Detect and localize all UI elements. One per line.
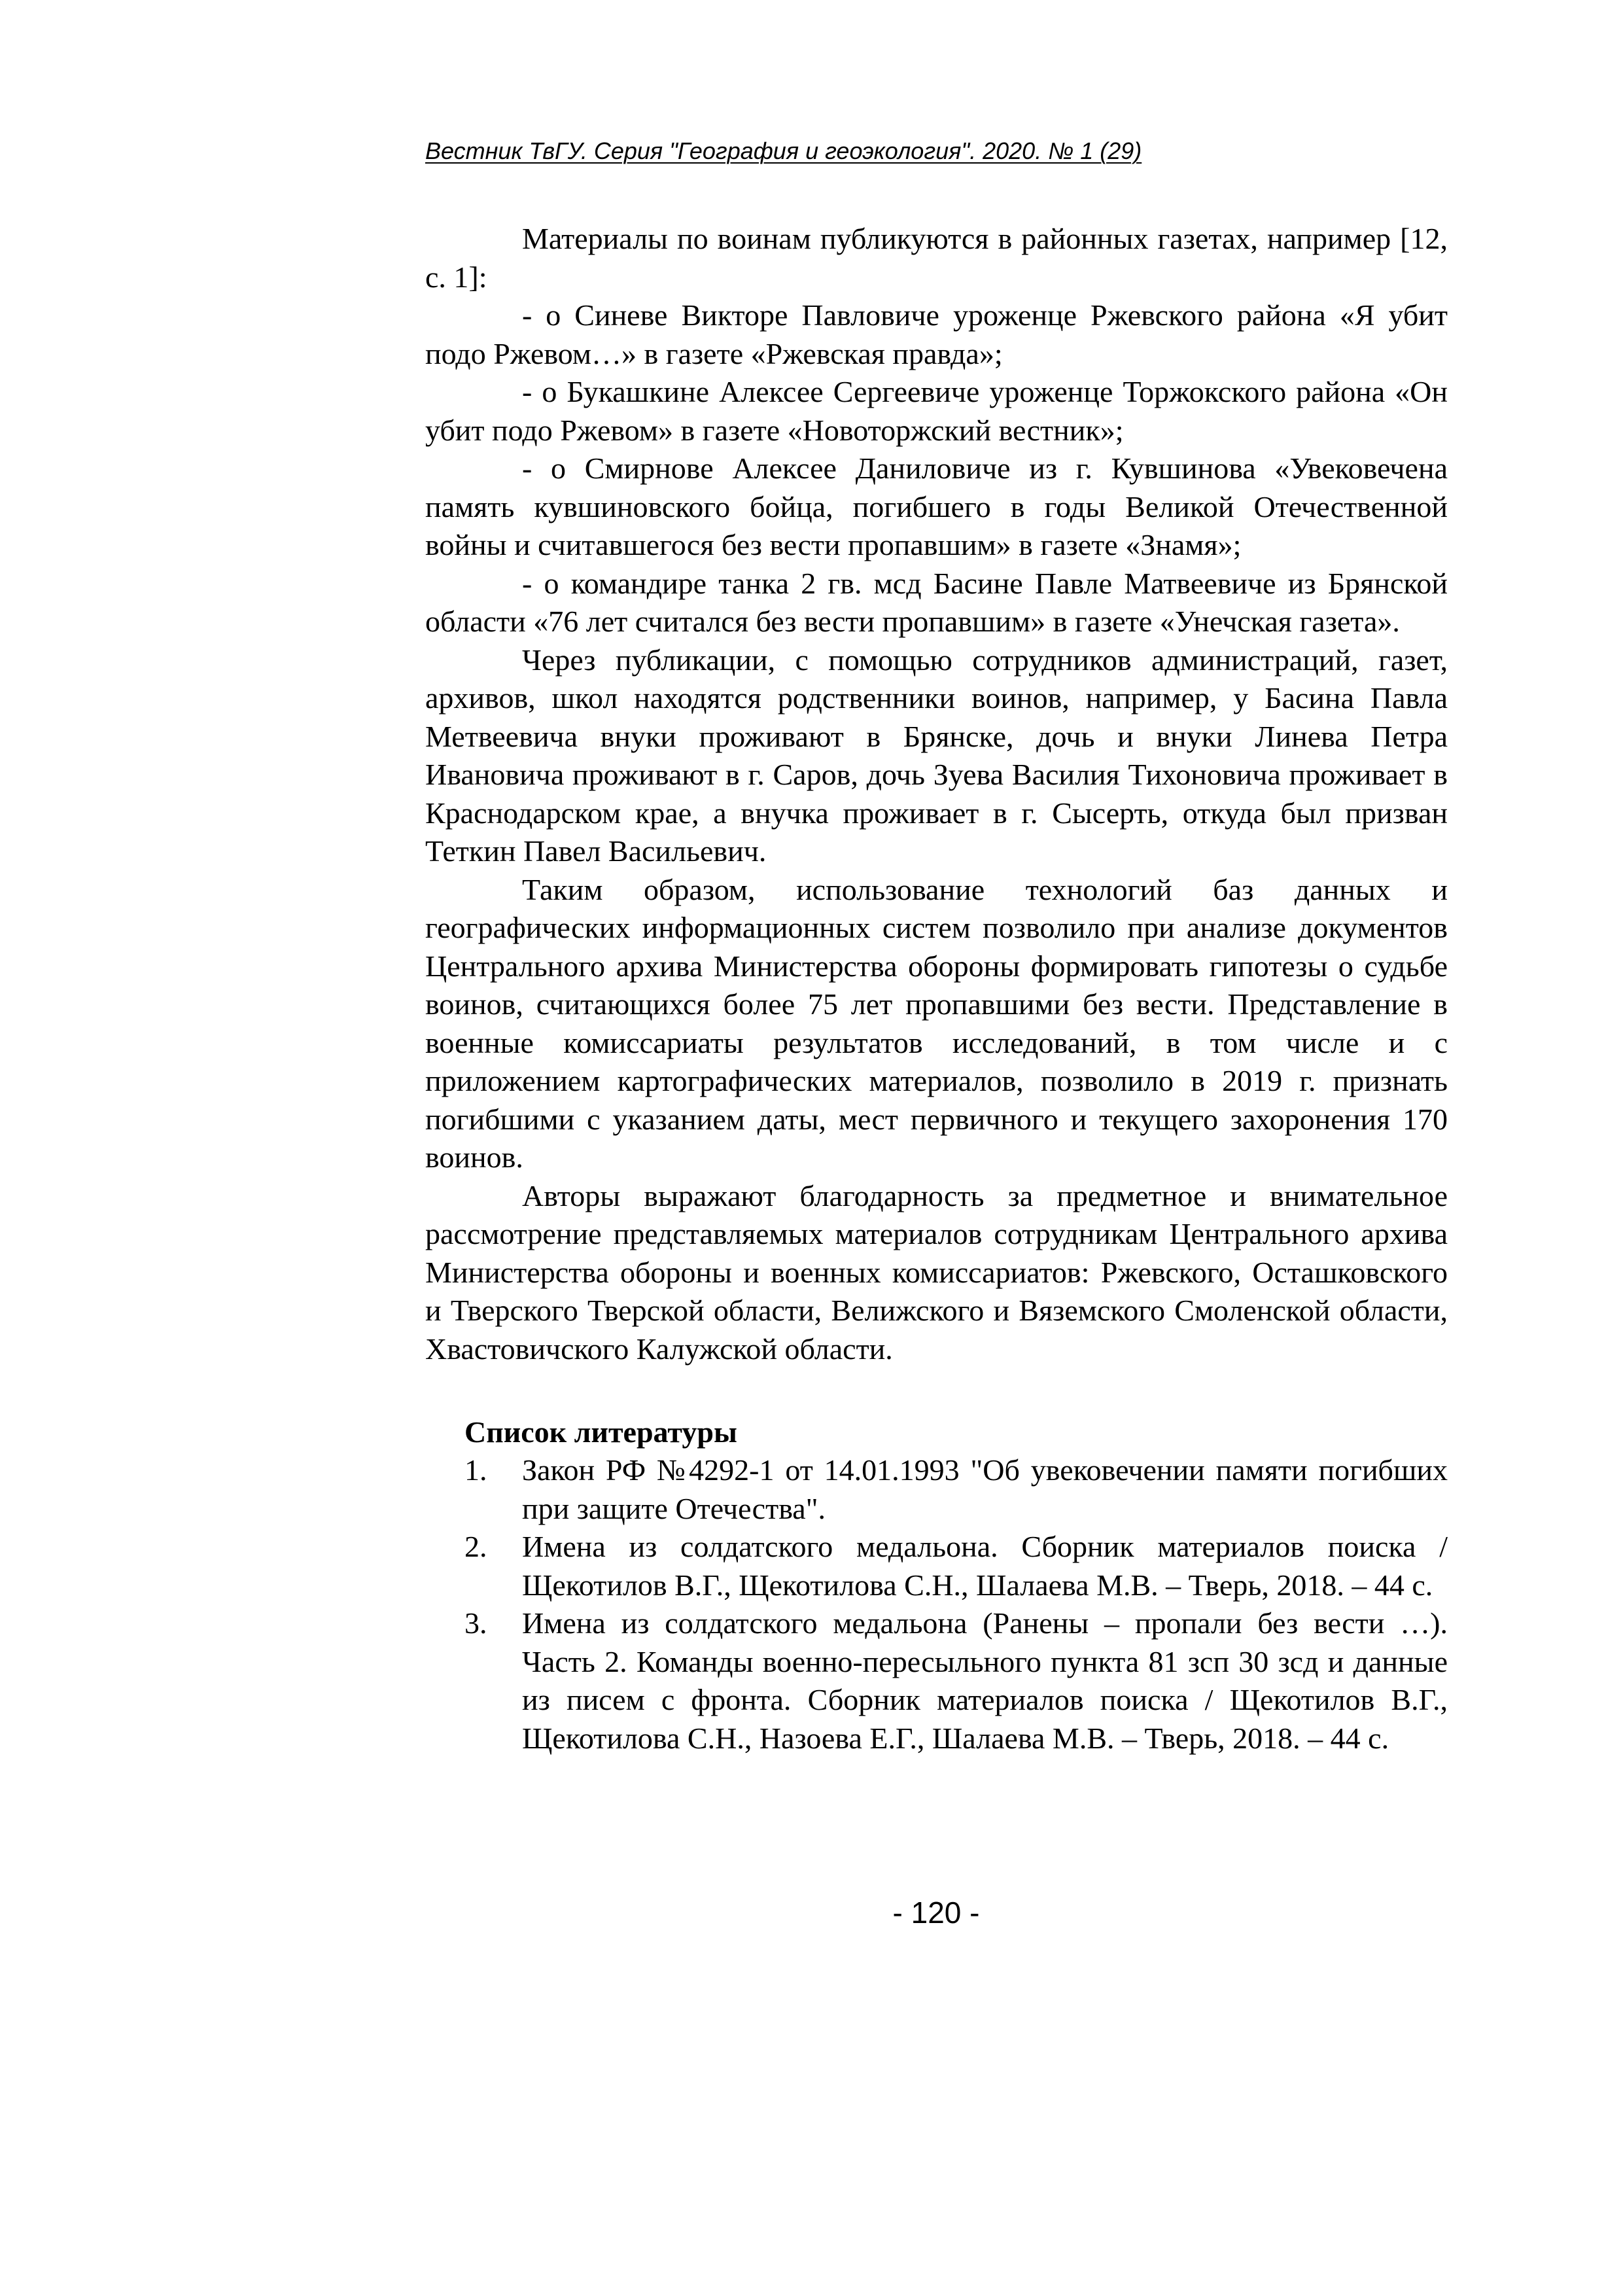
page-number: - 120 - [892,1896,980,1930]
body-text [425,220,1448,1368]
reference-text: Закон РФ №4292-1 от 14.01.1993 "Об увековечении памяти погибших при защите Отечества". [522,1453,1448,1525]
paragraph-conclusion: Таким образом, использование технологий баз данных и географических информационных систем позволило при анализе документов Центрального архива Министерства обороны формировать гипотезы о судьбе воинов, считающихся более 75 лет пропавшими без вести. Представление в военные комиссариаты результатов исследований, в том числе и с приложением картографических материалов, позволило в 2019 г. признать погибшими с указанием даты, мест первичного и текущего захоронения 170 воинов. [425,872,1448,1174]
paragraph-item-smirnov: - о Смирнове Алексее Даниловиче из г. Кувшинова «Увековечена память кувшиновского бойца, погибшего в годы Великой Отечественной войны и считавшегося без вести пропавшим» в газете «Знамя»; [425,451,1448,561]
paragraph-publications-intro: Материалы по воинам публикуются в районных газетах, например [12, с. 1]: [425,222,1448,294]
reference-item [464,1528,1448,1604]
references-heading: Список литературы [464,1415,737,1449]
paragraph-item-bukashkin: - о Букашкине Алексее Сергеевиче уроженце Торжокского района «Он убит подо Ржевом» в газете «Новоторжский вестник»; [425,375,1448,447]
reference-text: Имена из солдатского медальона. Сборник материалов поиска / Щекотилов В.Г., Щекотилова С.Н., Шалаева М.В. – Тверь, 2018. – 44 с. [522,1530,1448,1602]
reference-item [464,1604,1448,1757]
paragraph-acknowledgements: Авторы выражают благодарность за предметное и внимательное рассмотрение представляемых материалов сотрудникам Центрального архива Министерства обороны и военных комиссариатов: Ржевского, Осташковского и Тверского Тверской области, Велижского и Вяземского Смоленской области, Хвастовичского Калужской области. [425,1178,1448,1366]
running-header: Вестник ТвГУ. Серия "География и геоэкология". 2020. № 1 (29) [425,137,1142,164]
reference-number: 3. [464,1606,487,1640]
paragraph-item-basin: - о командире танка 2 гв. мсд Басине Павле Матвеевиче из Брянской области «76 лет считался без вести пропавшим» в газете «Унечская газета». [425,566,1448,638]
reference-text: Имена из солдатского медальона (Ранены – пропали без вести …). Часть 2. Команды военно-пересыльного пункта 81 зсп 30 зсд и данные из писем с фронта. Сборник материалов поиска / Щекотилов В.Г., Щекотилова С.Н., Назоева Е.Г., Шалаева М.В. – Тверь, 2018. – 44 с. [522,1606,1448,1755]
reference-number: 1. [464,1453,487,1487]
reference-number: 2. [464,1530,487,1563]
paragraph-relatives: Через публикации, с помощью сотрудников администраций, газет, архивов, школ находятся родственники воинов, например, у Басина Павла Метвеевича внуки проживают в Брянске, дочь и внуки Линева Петра Ивановича проживают в г. Саров, дочь Зуева Василия Тихоновича проживает в Краснодарском крае, а внучка проживает в г. Сысерть, откуда был призван Теткин Павел Васильевич. [425,643,1448,868]
paragraph-item-sinev: - о Синеве Викторе Павловиче уроженце Ржевского района «Я убит подо Ржевом…» в газете «Ржевская правда»; [425,298,1448,370]
references-list [464,1451,1448,1757]
reference-item [464,1451,1448,1528]
